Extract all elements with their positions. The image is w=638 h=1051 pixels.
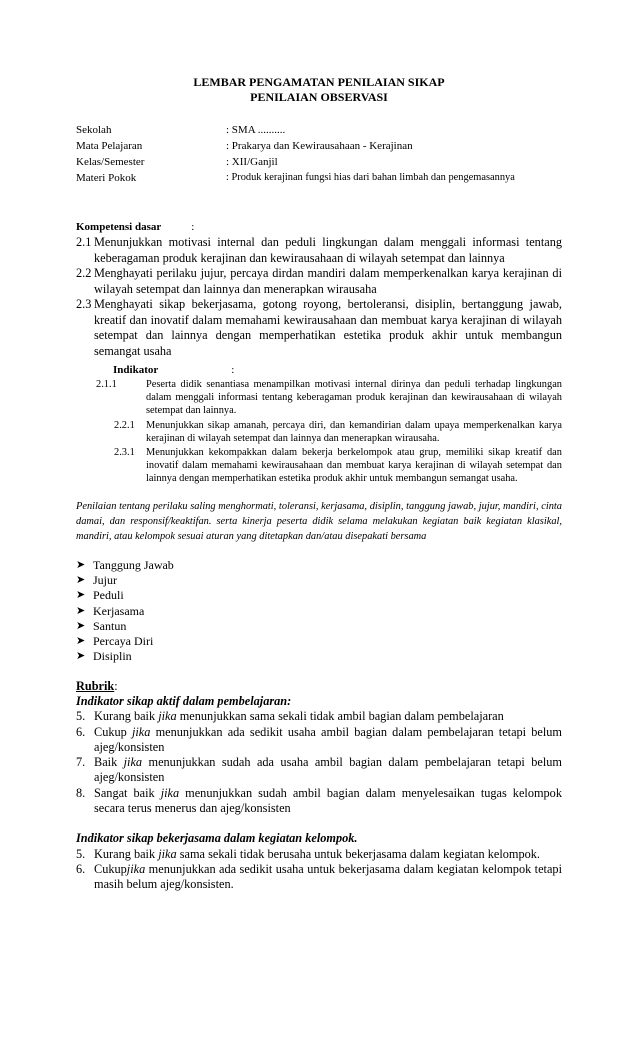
rubrik-heading xyxy=(76,679,562,694)
rubrik-number: 5. xyxy=(76,709,86,724)
attitude-item xyxy=(76,634,562,649)
rubrik-text-post: menunjukkan sama sekali tidak ambil bagian dalam pembelajaran xyxy=(176,709,504,724)
rubrik-text-pre: Kurang baik xyxy=(94,846,159,861)
info-label: Materi Pokok xyxy=(76,172,137,184)
kompetensi-heading xyxy=(76,220,562,235)
document-title: LEMBAR PENGAMATAN PENILAIAN SIKAP xyxy=(193,75,445,89)
attitude-item xyxy=(76,573,562,588)
indikator-item xyxy=(76,446,562,486)
info-value: : Produk kerajinan fungsi hias dari bahan limbah dan pengemasannya xyxy=(226,172,515,183)
kompetensi-number: 2.2 xyxy=(76,266,92,280)
kompetensi-label: Kompetensi dasar xyxy=(76,221,162,233)
indikator-list xyxy=(76,378,562,486)
rubrik-text-pre: Kurang baik xyxy=(94,709,159,724)
document-page xyxy=(0,75,638,1051)
rubrik-text-em: jika xyxy=(158,709,177,724)
attitude-label: Jujur xyxy=(93,572,117,587)
indikator-heading xyxy=(113,363,562,377)
attitude-label: Tanggung Jawab xyxy=(93,557,174,572)
indikator-item xyxy=(76,419,562,445)
info-row-materi-pokok xyxy=(76,170,562,186)
rubrik-text-em: jika xyxy=(126,861,146,876)
arrow-bullet-icon: ➤ xyxy=(76,573,86,586)
rubrik-number: 6. xyxy=(76,724,86,739)
info-value: : XII/Ganjil xyxy=(226,156,278,168)
arrow-bullet-icon: ➤ xyxy=(76,604,86,617)
rubrik-number: 8. xyxy=(76,785,86,800)
indikator-text: Peserta didik senantiasa menampilkan motivasi internal dirinya dan peduli terhadap lingkungan dalam menggali informasi tentang keberagaman produk kerajinan dan kewirausahaan di wilayah setempat dan lainnya. xyxy=(146,379,562,417)
rubrik-text-em: jika xyxy=(123,755,143,770)
rubrik-text-em: jika xyxy=(158,846,177,861)
rubrik-item xyxy=(76,755,562,786)
attitude-item xyxy=(76,604,562,619)
info-label: Mata Pelajaran xyxy=(76,140,143,152)
attitude-item xyxy=(76,588,562,603)
identity-table xyxy=(76,122,562,186)
rubrik-item xyxy=(76,709,562,724)
rubrik-text-em: jika xyxy=(160,785,180,800)
rubrik-label: Rubrik xyxy=(76,678,115,693)
rubrik-text-pre: Cukup xyxy=(94,861,127,876)
arrow-bullet-icon: ➤ xyxy=(76,650,86,663)
attitude-label: Santun xyxy=(93,618,127,633)
arrow-bullet-icon: ➤ xyxy=(76,589,86,602)
indikator-text: Menunjukkan kekompakkan dalam bekerja berkelompok atau grup, memiliki sikap kreatif dan inovatif dalam memahami kewirausahaan dan membuat karya kerajinan di wilayah setempat dan lainnya dengan memperhatikan estetika produk akhir untuk membangun semangat usaha. xyxy=(146,447,562,485)
attitude-label: Percaya Diri xyxy=(93,634,154,649)
indikator-label: Indikator xyxy=(113,364,159,376)
rubrik-number: 6. xyxy=(76,861,86,876)
arrow-bullet-icon: ➤ xyxy=(76,619,86,632)
info-label: Kelas/Semester xyxy=(76,156,145,168)
attitude-label: Peduli xyxy=(93,588,124,603)
rubrik-item xyxy=(76,725,562,756)
rubrik-text-em: jika xyxy=(131,724,151,739)
info-row-sekolah xyxy=(76,122,562,138)
arrow-bullet-icon: ➤ xyxy=(76,558,86,571)
kompetensi-item xyxy=(76,235,562,266)
info-value: : Prakarya dan Kewirausahaan - Kerajinan xyxy=(226,140,413,152)
rubrik-text-pre: Sangat baik xyxy=(94,785,161,800)
rubrik-text-pre: Baik xyxy=(94,755,124,770)
indikator-number: 2.1.1 xyxy=(96,379,117,390)
rubrik-section-title: Indikator sikap bekerjasama dalam kegiatan kelompok. xyxy=(76,831,358,846)
rubrik-item xyxy=(76,847,562,862)
indikator-colon: : xyxy=(231,364,235,376)
attitude-list xyxy=(76,558,562,665)
rubrik-section-title: Indikator sikap aktif dalam pembelajaran: xyxy=(76,694,292,708)
kompetensi-text: Menghayati perilaku jujur, percaya dirdan mandiri dalam memperkenalkan karya kerajinan di wilayah setempat dan lainnya dan menerapkan wirausaha xyxy=(94,266,562,296)
rubrik-text-post: menunjukkan sudah ada usaha ambil bagian dalam pembelajaran tetapi belum ajeg/konsisten xyxy=(94,755,562,785)
rubrik-text-post: menunjukkan sudah ambil bagian dalam menyelesaikan tugas kelompok secara terus menerus dan ajeg/konsisten xyxy=(94,785,562,816)
rubrik-text-post: sama sekali tidak berusaha untuk bekerjasama dalam kegiatan kelompok. xyxy=(176,846,540,861)
info-value: : SMA .......... xyxy=(226,124,286,136)
arrow-bullet-icon: ➤ xyxy=(76,635,86,648)
rubrik-text-post: menunjukkan ada sedikit usaha untuk bekerjasama dalam kegiatan kelompok tetapi masih belum ajeg/konsisten. xyxy=(94,861,562,892)
kompetensi-colon: : xyxy=(191,221,195,233)
indikator-item xyxy=(76,378,562,418)
kompetensi-item xyxy=(76,266,562,297)
kompetensi-number: 2.3 xyxy=(76,297,92,311)
attitude-item xyxy=(76,619,562,634)
attitude-item xyxy=(76,558,562,573)
kompetensi-number: 2.1 xyxy=(76,235,92,249)
attitude-item xyxy=(76,649,562,664)
info-label: Sekolah xyxy=(76,124,112,136)
kompetensi-text: Menunjukkan motivasi internal dan peduli lingkungan dalam menggali informasi tentang keberagaman produk kerajinan dan kewirausahaan di wilayah setempat dan lainnya xyxy=(94,235,562,265)
info-row-mata-pelajaran xyxy=(76,138,562,154)
rubrik-colon: : xyxy=(114,678,118,693)
info-row-kelas-semester xyxy=(76,154,562,170)
attitude-label: Kerjasama xyxy=(93,603,145,618)
rubrik-number: 7. xyxy=(76,755,86,770)
kompetensi-list xyxy=(76,235,562,359)
rubrik-item xyxy=(76,862,562,893)
rubrik-list-kerjasama xyxy=(76,847,562,893)
rubrik-list-aktif xyxy=(76,709,562,816)
rubrik-text-pre: Cukup xyxy=(94,724,132,739)
indikator-text: Menunjukkan sikap amanah, percaya diri, dan kemandirian dalam upaya memperkenalkan karya kerajinan di wilayah setempat dan lainnya dan menerapkan wirausaha. xyxy=(146,419,562,444)
rubrik-item xyxy=(76,786,562,817)
indikator-number: 2.3.1 xyxy=(114,447,135,459)
kompetensi-item xyxy=(76,297,562,359)
document-subtitle: PENILAIAN OBSERVASI xyxy=(250,90,388,104)
indikator-number: 2.2.1 xyxy=(114,419,135,431)
rubrik-text-post: menunjukkan ada sedikit usaha ambil bagian dalam pembelajaran tetapi belum ajeg/konsisten xyxy=(94,724,562,754)
rubrik-number: 5. xyxy=(76,846,86,861)
attitude-label: Disiplin xyxy=(93,649,132,664)
kompetensi-text: Menghayati sikap bekerjasama, gotong royong, bertoleransi, disiplin, bertanggung jawab, kreatif dan inovatif dalam memahami kewirausahaan dan membuat karya kerajinan di wilayah setempat dan lainnya dengan memperhatikan estetika produk akhir untuk membangun semangat usaha xyxy=(94,297,562,358)
penilaian-paragraph: Penilaian tentang perilaku saling menghormati, toleransi, kerjasama, disiplin, tanggung jawab, jujur, mandiri, cinta damai, dan responsif/keaktifan. serta kinerja peserta didik selama melakukan kegiatan baik kegiatan klasikal, mandiri, atau kelompok sesuai aturan yang ditetapkan dan/atau disepakati bersama xyxy=(76,500,562,542)
